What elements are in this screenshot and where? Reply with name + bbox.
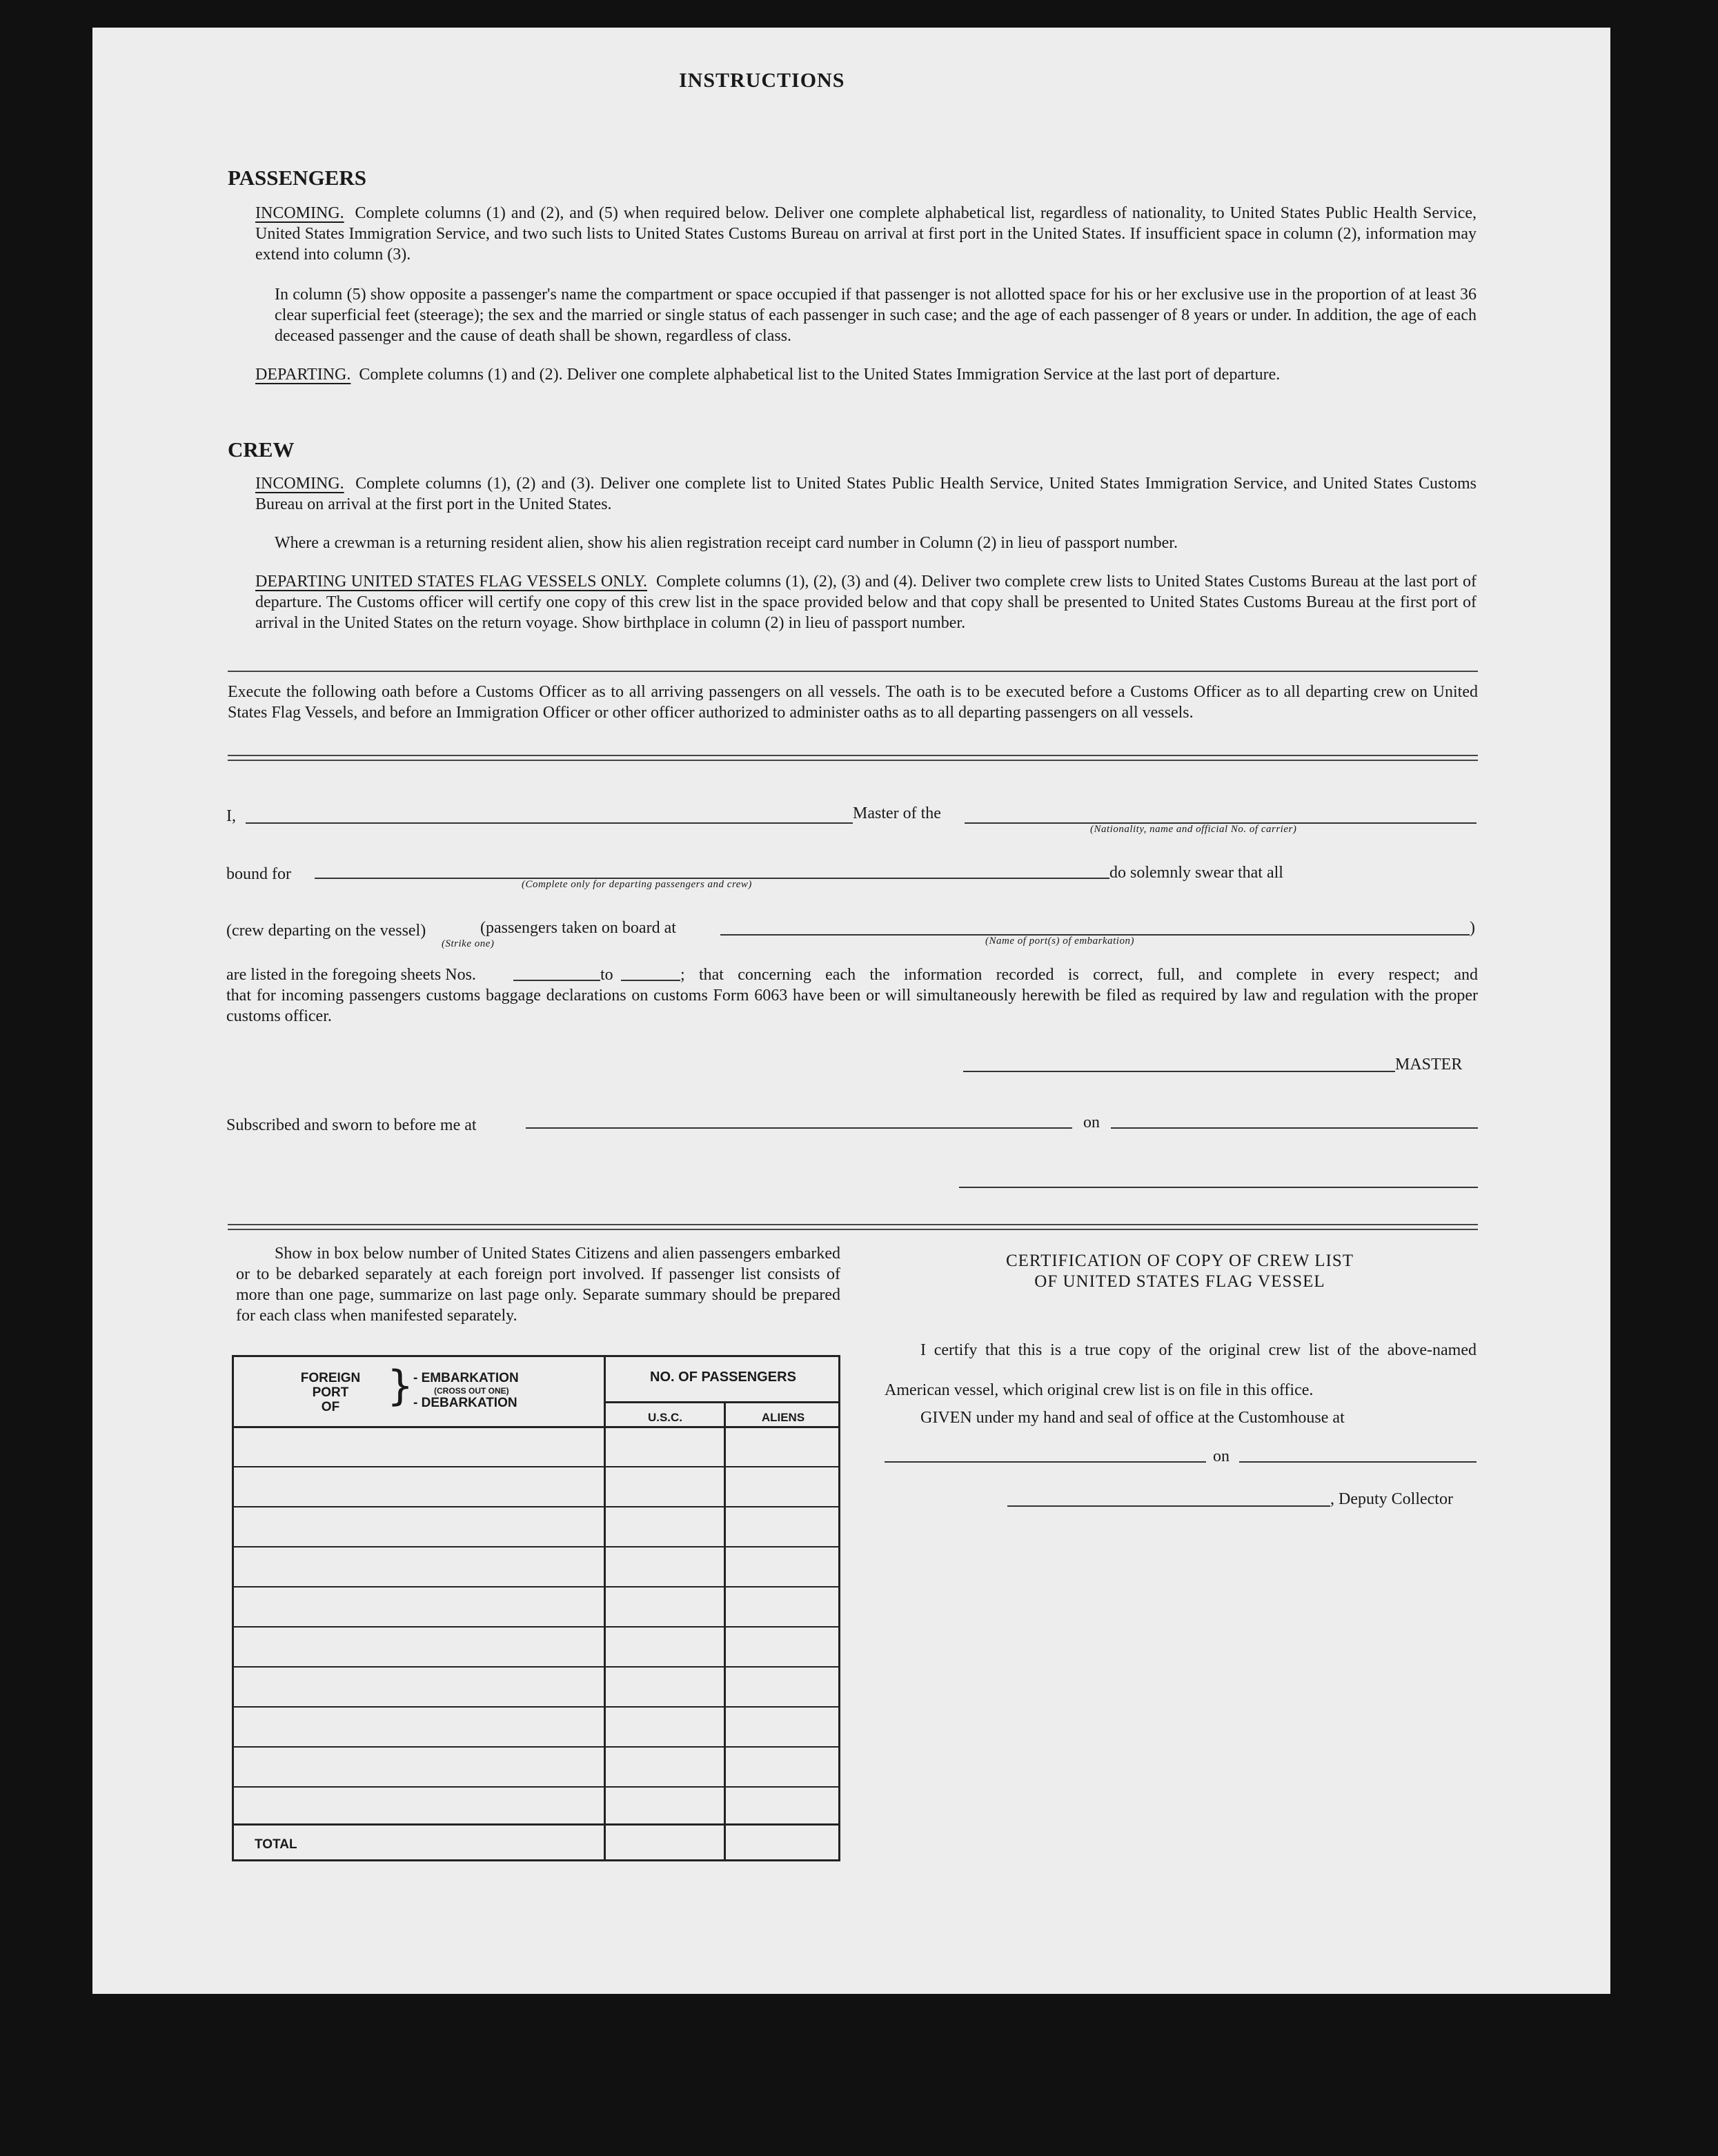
double-divider (228, 755, 1478, 761)
master-name-field[interactable] (246, 822, 853, 824)
crew-departing-option: (crew departing on the vessel) (226, 922, 426, 940)
solemnly-swear-label: do solemnly swear that all (1109, 864, 1283, 882)
usc-header: U.S.C. (647, 1411, 683, 1424)
table-row[interactable] (234, 1706, 838, 1708)
table-row[interactable] (234, 1746, 838, 1748)
crew-incoming-text: Complete columns (1), (2) and (3). Deliver one complete list to United States Public Health Service, United States Immigration Service, and United States Customs Bureau on arrival at the first port in the United States. (255, 475, 1477, 513)
passengers-column5-paragraph: In column (5) show opposite a passenger's name the compartment or space occupied if that passenger is not allotted space for his or her exclusive use in the proportion of at least 36 clear superficial feet (steerage); the sex and the married or single status of each passenger in such case; and the age of each passenger of 8 years or under. In addition, the age of each deceased passenger and the cause of death shall be shown, regardless of class. (275, 286, 1477, 345)
table-row[interactable] (234, 1546, 838, 1547)
complete-only-caption: (Complete only for departing passengers and crew) (522, 879, 752, 890)
listed-remaining-text: that for incoming passengers customs baggage declarations on customs Form 6063 have been or will simultaneously herewith be filed as required by law and regulation with the proper customs officer. (226, 987, 1478, 1025)
passengers-incoming-text: Complete columns (1) and (2), and (5) when required below. Deliver one complete alphabetical list, regardless of nationality, to United States Public Health Service, United States Immigration Service, and two such lists to United States Customs Bureau on arrival at first port in the United States. If insufficient space in column (2), information may extend into column (3). (255, 204, 1477, 264)
table-row[interactable] (234, 1506, 838, 1507)
passengers-departing-text: Complete columns (1) and (2). Deliver one complete alphabetical list to the United States Immigration Service at the last port of departure. (359, 366, 1281, 384)
passengers-taken-option: (passengers taken on board at (480, 919, 676, 937)
subscribed-date-field[interactable] (1111, 1127, 1478, 1129)
master-of-the-label: Master of the (853, 804, 941, 822)
passengers-departing-paragraph (255, 364, 1477, 385)
certification-on-label: on (1213, 1447, 1230, 1465)
no-of-passengers-header: NO. OF PASSENGERS (650, 1369, 796, 1385)
oath-intro-paragraph: Execute the following oath before a Customs Officer as to all arriving passengers on all vessels. The oath is to be executed before a Customs Officer as to all departing crew on United States Flag Vessels, and before an Immigration Officer or other officer authorized to administer oaths as to all departing passengers on all vessels. (228, 683, 1478, 722)
certification-title-line2: OF UNITED STATES FLAG VESSEL (1034, 1272, 1325, 1291)
table-row[interactable] (234, 1586, 838, 1588)
crew-resident-paragraph: Where a crewman is a returning resident alien, show his alien registration receipt card number in Column (2) in lieu of passport number. (275, 534, 1178, 552)
crew-heading: CREW (228, 437, 295, 462)
total-label: TOTAL (255, 1837, 297, 1852)
aliens-header: ALIENS (761, 1411, 805, 1424)
customhouse-field[interactable] (885, 1461, 1206, 1463)
crew-incoming-paragraph (255, 473, 1477, 515)
officer-signature-field[interactable] (959, 1187, 1478, 1188)
bound-for-label: bound for (226, 865, 291, 883)
deputy-signature-field[interactable] (1007, 1505, 1330, 1507)
embarkation-label: - EMBARKATION (413, 1371, 519, 1385)
subscribed-label: Subscribed and sworn to before me at (226, 1116, 477, 1134)
passengers-heading: PASSENGERS (228, 166, 366, 190)
table-row[interactable] (234, 1626, 838, 1628)
nationality-caption: (Nationality, name and official No. of carrier) (1090, 824, 1297, 835)
close-paren: ) (1470, 919, 1475, 937)
subscribed-place-field[interactable] (526, 1127, 1072, 1129)
page-title: INSTRUCTIONS (679, 69, 845, 92)
sheet-from-field[interactable] (513, 980, 600, 981)
table-row[interactable] (234, 1466, 838, 1467)
passengers-incoming-lead: INCOMING. (255, 204, 344, 222)
listed-first-rest: ; that concerning each the information recorded is correct, full, and complete in every respect; and (680, 966, 1478, 984)
crew-incoming-lead: INCOMING. (255, 475, 344, 493)
certification-date-field[interactable] (1239, 1461, 1477, 1463)
section-divider (228, 671, 1478, 672)
strike-one-caption: (Strike one) (442, 938, 495, 949)
port-caption: (Name of port(s) of embarkation) (985, 936, 1134, 947)
master-label: MASTER (1395, 1056, 1463, 1074)
listed-prefix: are listed in the foregoing sheets Nos. (226, 966, 476, 984)
crew-departing-text: Complete columns (1), (2), (3) and (4). Deliver two complete crew lists to United States Customs Bureau at the last port of departure. The Customs officer will certify one copy of this crew list in the space provided below and that copy shall be presented to United States Customs Bureau at the first port of arrival in the United States on the return voyage. Show birthplace in column (2) in lieu of passport number. (255, 573, 1477, 632)
debarkation-label: - DEBARKATION (413, 1396, 517, 1410)
sheet-to-field[interactable] (621, 980, 680, 981)
passengers-incoming-paragraph (255, 203, 1477, 265)
deputy-collector-label: , Deputy Collector (1330, 1490, 1453, 1508)
passengers-departing-lead: DEPARTING. (255, 366, 351, 384)
summary-instructions: Show in box below number of United States Citizens and alien passengers embarked or to be debarked separately at each foreign port involved. If passenger list consists of more than one page, summarize on last page only. Separate summary should be prepared for each class when manifested separately. (236, 1245, 840, 1325)
table-row[interactable] (234, 1666, 838, 1668)
crew-departing-lead: DEPARTING UNITED STATES FLAG VESSELS ONLY. (255, 573, 648, 591)
master-signature-field[interactable] (963, 1071, 1395, 1072)
brace-icon: } (387, 1362, 414, 1410)
foreign-port-of-header: FOREIGN PORT OF (300, 1371, 361, 1414)
cross-out-one-label: (CROSS OUT ONE) (434, 1386, 509, 1396)
given-text: GIVEN under my hand and seal of office at the Customhouse at (920, 1409, 1345, 1427)
certification-title-line1: CERTIFICATION OF COPY OF CREW LIST (1005, 1252, 1354, 1270)
subscribed-on-label: on (1083, 1114, 1100, 1131)
to-label: to (600, 966, 613, 984)
crew-departing-paragraph (255, 571, 1477, 633)
passenger-summary-table (232, 1355, 840, 1861)
double-divider-lower (228, 1224, 1478, 1230)
oath-i-label: I, (226, 807, 236, 825)
table-row[interactable] (234, 1786, 838, 1788)
certify-paragraph: I certify that this is a true copy of the original crew list of the above-named American vessel, which original crew list is on file in this office. (885, 1341, 1477, 1399)
